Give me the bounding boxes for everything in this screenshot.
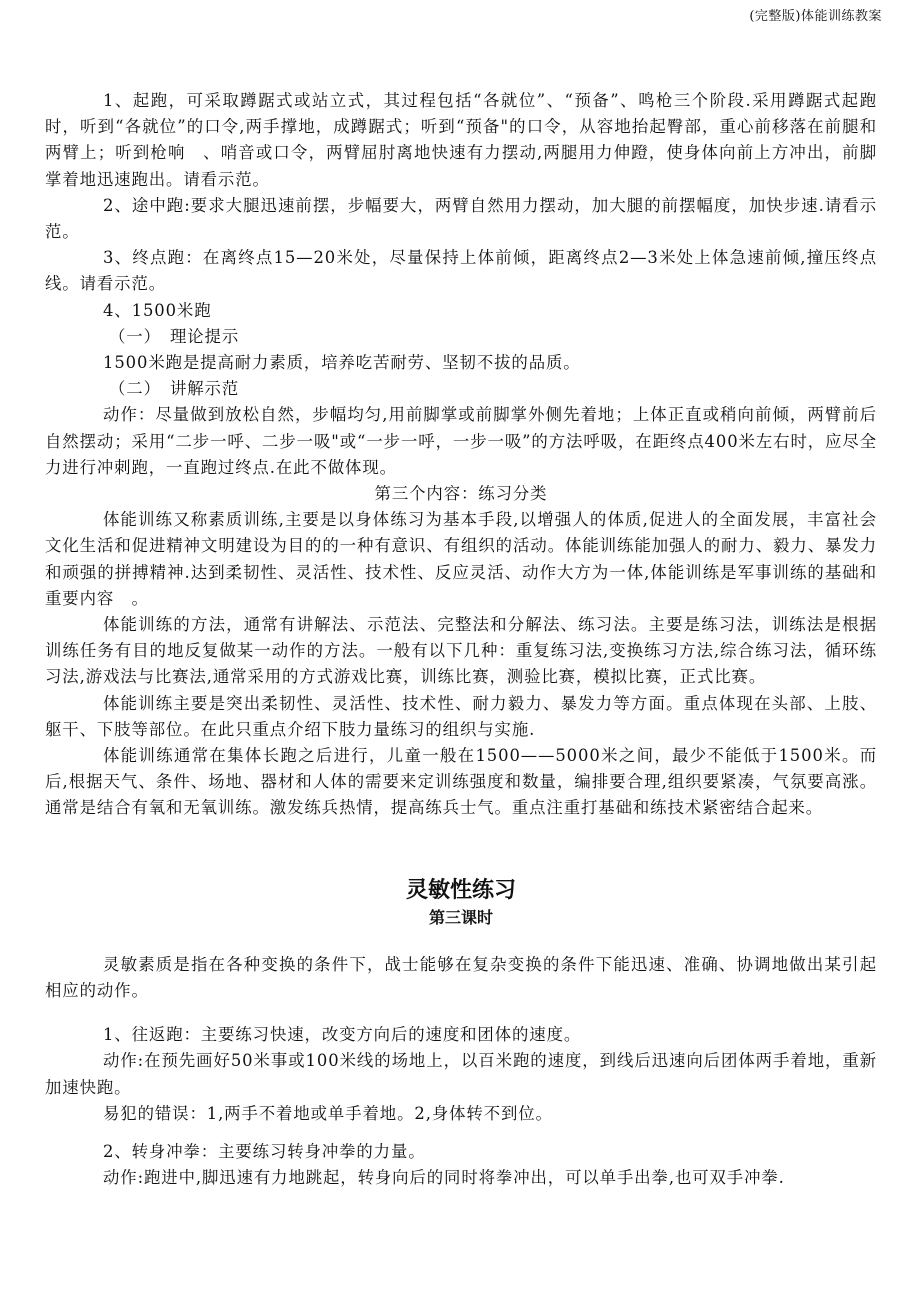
paragraph-methods: 体能训练的方法，通常有讲解法、示范法、完整法和分解法、练习法。主要是练习法，训练法是根据训练任务有目的地反复做某一动作的方法。一般有以下几种：重复练习法,变换练习方法,综合练习法，循环练习法,游戏法与比赛法,通常采用的方式游戏比赛，训练比赛，测验比赛，模拟比赛，正式比赛。 — [45, 615, 877, 687]
document-body — [45, 88, 877, 1191]
paragraph-action: 动作：尽量做到放松自然，步幅均匀,用前脚掌或前脚掌外侧先着地；上体正直或稍向前倾，两臂前后自然摆动；采用“二步一呼、二步一吸"或“一步一呼，一步一吸”的方法呼吸，在距终点400米左右时，应尽全力进行冲刺跑，一直跑过终点.在此不做体现。 — [45, 405, 877, 477]
paragraph-start: 1、起跑，可采取蹲踞式或站立式，其过程包括“各就位”、“预备”、鸣枪三个阶段.采用蹲踞式起跑时，听到“各就位”的口令,两手撑地，成蹲踞式；听到“预备"的口令，从容地抬起臀部，重心前移落在前腿和两臂上；听到枪响 、哨音或口令，两臂屈肘离地快速有力摆动,两腿用力伸蹬，使身体向前上方冲出，前脚掌着地迅速跑出。请看示范。 — [45, 91, 877, 189]
paragraph-1500m-purpose: 1500米跑是提高耐力素质，培养吃苦耐劳、坚韧不拔的品质。 — [103, 353, 581, 373]
paragraph-shuttle-action: 动作:在预先画好50米事或100米线的场地上，以百米跑的速度，到线后迅速向后团体两手着地，重新加速快跑。 — [45, 1051, 877, 1097]
paragraph-turn-punch: 2、转身冲拳：主要练习转身冲拳的力量。 — [103, 1141, 426, 1161]
paragraph-shuttle-run: 1、往返跑：主要练习快速，改变方向后的速度和团体的速度。 — [103, 1025, 582, 1045]
paragraph-finish-run: 3、终点跑：在离终点15—20米处，尽量保持上体前倾，距离终点2—3米处上体急速前倾,撞压终点线。请看示范。 — [45, 248, 877, 294]
document-header: (完整版)体能训练教案 — [749, 9, 882, 24]
section-heading-third: 第三个内容：练习分类 — [374, 484, 548, 504]
paragraph-arrangement: 体能训练通常在集体长跑之后进行，儿童一般在1500——5000米之间，最少不能低于1500米。而后,根据天气、条件、场地、器材和人体的需要来定训练强度和数量，编排要合理,组织要紧凑，气氛要高涨。通常是结合有氧和无氧训练。激发练兵热情，提高练兵士气。重点注重打基础和练技术紧密结合起来。 — [45, 746, 877, 818]
paragraph-turn-punch-action: 动作:跑进中,脚迅速有力地跳起，转身向后的同时将拳冲出，可以单手出拳,也可双手冲拳. — [103, 1168, 785, 1188]
item-demo: （二） 讲解示范 — [109, 379, 240, 399]
paragraph-focus: 体能训练主要是突出柔韧性、灵活性、技术性、耐力毅力、暴发力等方面。重点体现在头部、上肢、躯干、下肢等部位。在此只重点介绍下肢力量练习的组织与实施. — [45, 693, 877, 739]
lesson-title: 灵敏性练习 — [405, 877, 516, 903]
paragraph-agility-definition: 灵敏素质是指在各种变换的条件下，战士能够在复杂变换的条件下能迅速、准确、协调地做出某引起相应的动作。 — [45, 954, 877, 1000]
lesson-subtitle: 第三课时 — [428, 907, 493, 927]
item-theory: （一） 理论提示 — [109, 326, 240, 346]
paragraph-midway-run: 2、途中跑:要求大腿迅速前摆，步幅要大，两臂自然用力摆动，加大腿的前摆幅度，加快步速.请看示范。 — [45, 195, 877, 242]
paragraph-definition: 体能训练又称素质训练,主要是以身体练习为基本手段,以增强人的体质,促进人的全面发展，丰富社会文化生活和促进精神文明建设为目的的一种有意识、有组织的活动。体能训练能加强人的耐力、毅力、暴发力和顽强的拼搏精神.达到柔韧性、灵活性、技术性、反应灵活、动作大方为一体,体能训练是军事训练的基础和重要内容 。 — [45, 510, 877, 608]
paragraph-common-errors: 易犯的错误：1,两手不着地或单手着地。2,身体转不到位。 — [103, 1103, 553, 1123]
item-1500m: 4、1500米跑 — [103, 300, 212, 320]
